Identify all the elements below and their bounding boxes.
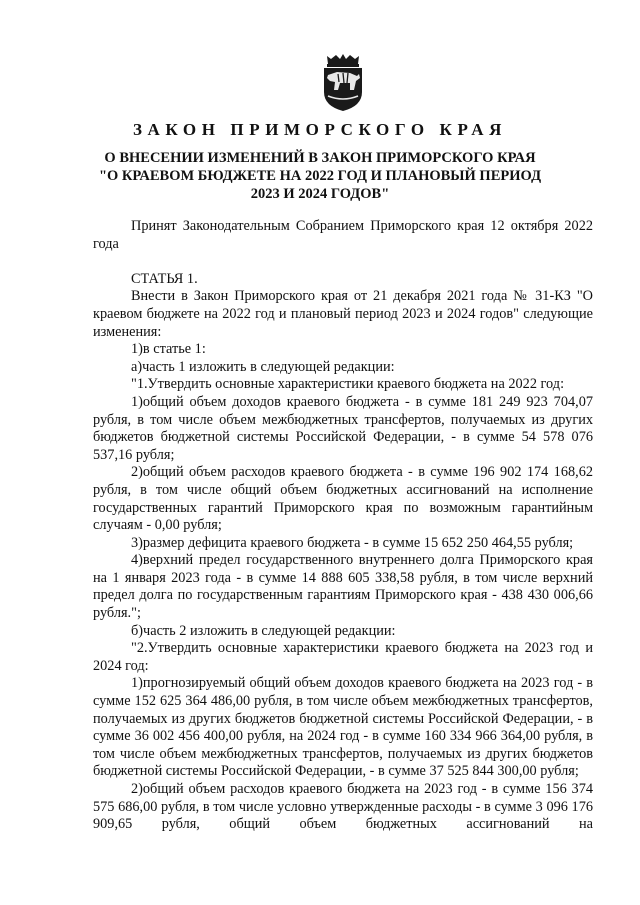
body-paragraph: Внести в Закон Приморского края от 21 декабря 2021 года № 31-КЗ "О краевом бюджете на 2022 год и плановый период 2023 и 2024 годов" следующие изменения:: [93, 288, 593, 340]
body-paragraph: 1)прогнозируемый общий объем доходов краевого бюджета на 2023 год - в сумме 152 625 364 486,00 рубля, в том числе объем межбюджетных трансфертов, получаемых из других бюджетов бюджетной системы Российской Федерации, - в сумме 36 002 456 400,00 рубля, на 2024 год - в сумме 160 334 966 364,00 рубля, в том числе объем межбюджетных трансфертов, получаемых из других бюджетов бюджетной системы Российской Федерации, - в сумме 37 525 844 300,00 рубля;: [93, 675, 593, 780]
body-paragraph: б)часть 2 изложить в следующей редакции:: [131, 622, 396, 639]
article-heading: СТАТЬЯ 1.: [131, 270, 198, 287]
subtitle-line: "О КРАЕВОМ БЮДЖЕТЕ НА 2022 ГОД И ПЛАНОВЫЙ ПЕРИОД: [98, 168, 542, 184]
primorsky-krai-coat-of-arms-icon: [318, 52, 368, 112]
law-title: ЗАКОН ПРИМОРСКОГО КРАЯ: [132, 120, 508, 139]
subtitle-line: О ВНЕСЕНИИ ИЗМЕНЕНИЙ В ЗАКОН ПРИМОРСКОГО КРАЯ: [104, 150, 536, 166]
law-subtitle: [60, 149, 580, 203]
body-paragraph: 1)в статье 1:: [131, 341, 206, 358]
law-body: [93, 218, 593, 834]
subtitle-line: 2023 И 2024 ГОДОВ": [250, 186, 390, 202]
body-paragraph: "1.Утвердить основные характеристики краевого бюджета на 2022 год:: [131, 376, 565, 393]
adoption-note: Принят Законодательным Собранием Приморского края 12 октября 2022 года: [93, 218, 593, 252]
body-paragraph: 1)общий объем доходов краевого бюджета - в сумме 181 249 923 704,07 рубля, в том числе объем межбюджетных трансфертов, получаемых из других бюджетов бюджетной системы Российской Федерации, - в сумме 54 578 076 537,16 рубля;: [93, 393, 593, 463]
body-paragraph: 3)размер дефицита краевого бюджета - в сумме 15 652 250 464,55 рубля;: [131, 534, 574, 551]
body-paragraph: 2)общий объем расходов краевого бюджета на 2023 год - в сумме 156 374 575 686,00 рубля, в том числе условно утвержденные расходы - в сумме 3 096 176 909,65 рубля, общий объем бюджетных ассигнований на: [93, 781, 593, 833]
body-paragraph: 4)верхний предел государственного внутреннего долга Приморского края на 1 января 2023 года - в сумме 14 888 605 338,58 рубля, в том числе верхний предел долга по государственным гарантиям Приморского края - 438 430 006,66 рубля.";: [93, 552, 593, 622]
body-paragraph: а)часть 1 изложить в следующей редакции:: [131, 358, 395, 375]
body-paragraph: 2)общий объем расходов краевого бюджета - в сумме 196 902 174 168,62 рубля, в том числе общий объем бюджетных ассигнований на исполнение государственных гарантий Приморского края по возможным гарантийным случаям - 0,00 рубля;: [93, 464, 593, 534]
body-paragraph: "2.Утвердить основные характеристики краевого бюджета на 2023 год и 2024 год:: [93, 640, 593, 674]
